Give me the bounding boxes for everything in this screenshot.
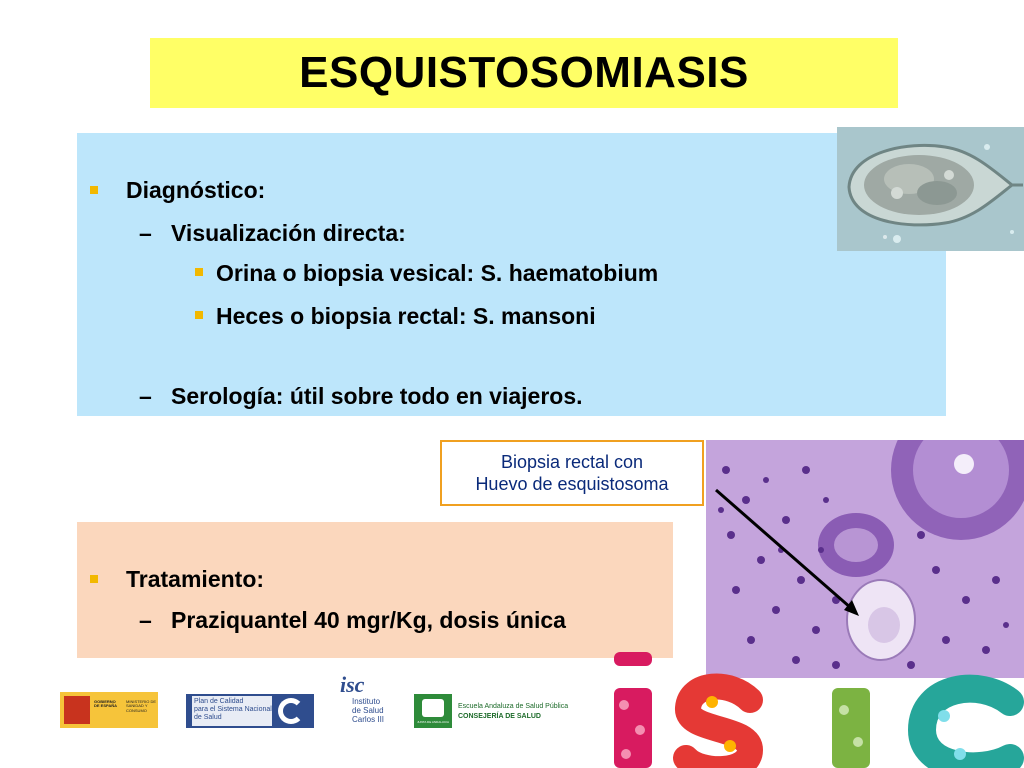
treatment-drug: Praziquantel 40 mgr/Kg, dosis única — [171, 607, 566, 633]
dash-icon: – — [139, 607, 152, 633]
coat-of-arms-icon — [64, 696, 90, 724]
isciii-line-3: Carlos III — [352, 714, 385, 724]
c-mark-icon — [278, 698, 304, 724]
callout-line-2: Huevo de esquistosoma — [475, 474, 669, 494]
logo-footer — [0, 670, 1024, 768]
gobierno-label: GOBIERNO DE ESPAÑA — [94, 699, 118, 709]
diagnosis-sub-direct: Visualización directa: — [171, 220, 406, 246]
gobierno-espana-logo — [60, 692, 158, 728]
bullet-icon — [195, 311, 203, 319]
slide-title: ESQUISTOSOMIASIS — [299, 48, 749, 97]
egg-micrograph-image — [837, 127, 1024, 251]
bullet-icon — [90, 186, 98, 194]
dash-icon: – — [139, 220, 152, 246]
isciii-logo — [340, 672, 390, 762]
junta-emblem-icon — [422, 699, 444, 717]
ministerio-label: MINISTERIO DE SANIDAD Y CONSUMO — [126, 699, 157, 713]
slide-title-box — [150, 38, 898, 108]
escuela-line-1: Escuela Andaluza de Salud Pública — [458, 703, 569, 710]
treatment-heading: Tratamiento: — [126, 566, 265, 592]
diagnosis-item-urine: Orina o biopsia vesical: S. haematobium — [216, 260, 659, 286]
diagnosis-heading: Diagnóstico: — [126, 177, 266, 203]
plan-calidad-logo — [186, 694, 314, 728]
junta-andalucia-logo — [414, 694, 452, 728]
rectal-biopsy-histology-image — [706, 440, 1024, 678]
isciii-mark-icon: isc — [340, 672, 365, 697]
callout-line-1: Biopsia rectal con — [500, 451, 644, 472]
escuela-line-2: CONSEJERÍA DE SALUD — [458, 712, 541, 720]
escuela-andaluza-text — [458, 702, 568, 722]
junta-label: JUNTA DE ANDALUCIA — [416, 720, 450, 724]
diagnosis-sub-serology: Serología: útil sobre todo en viajeros. — [171, 383, 583, 409]
bullet-icon — [90, 575, 98, 583]
isciii-line-1: Instituto — [352, 697, 381, 706]
dash-icon: – — [139, 383, 152, 409]
isciii-line-2: de Salud — [352, 705, 384, 715]
plan-calidad-text: Plan de Calidad para el Sistema Nacional de Salud — [194, 698, 272, 722]
image-caption-callout — [440, 440, 704, 506]
bullet-icon — [195, 268, 203, 276]
decorative-letters-graphic — [600, 650, 1024, 768]
diagnosis-item-feces: Heces o biopsia rectal: S. mansoni — [216, 303, 596, 329]
